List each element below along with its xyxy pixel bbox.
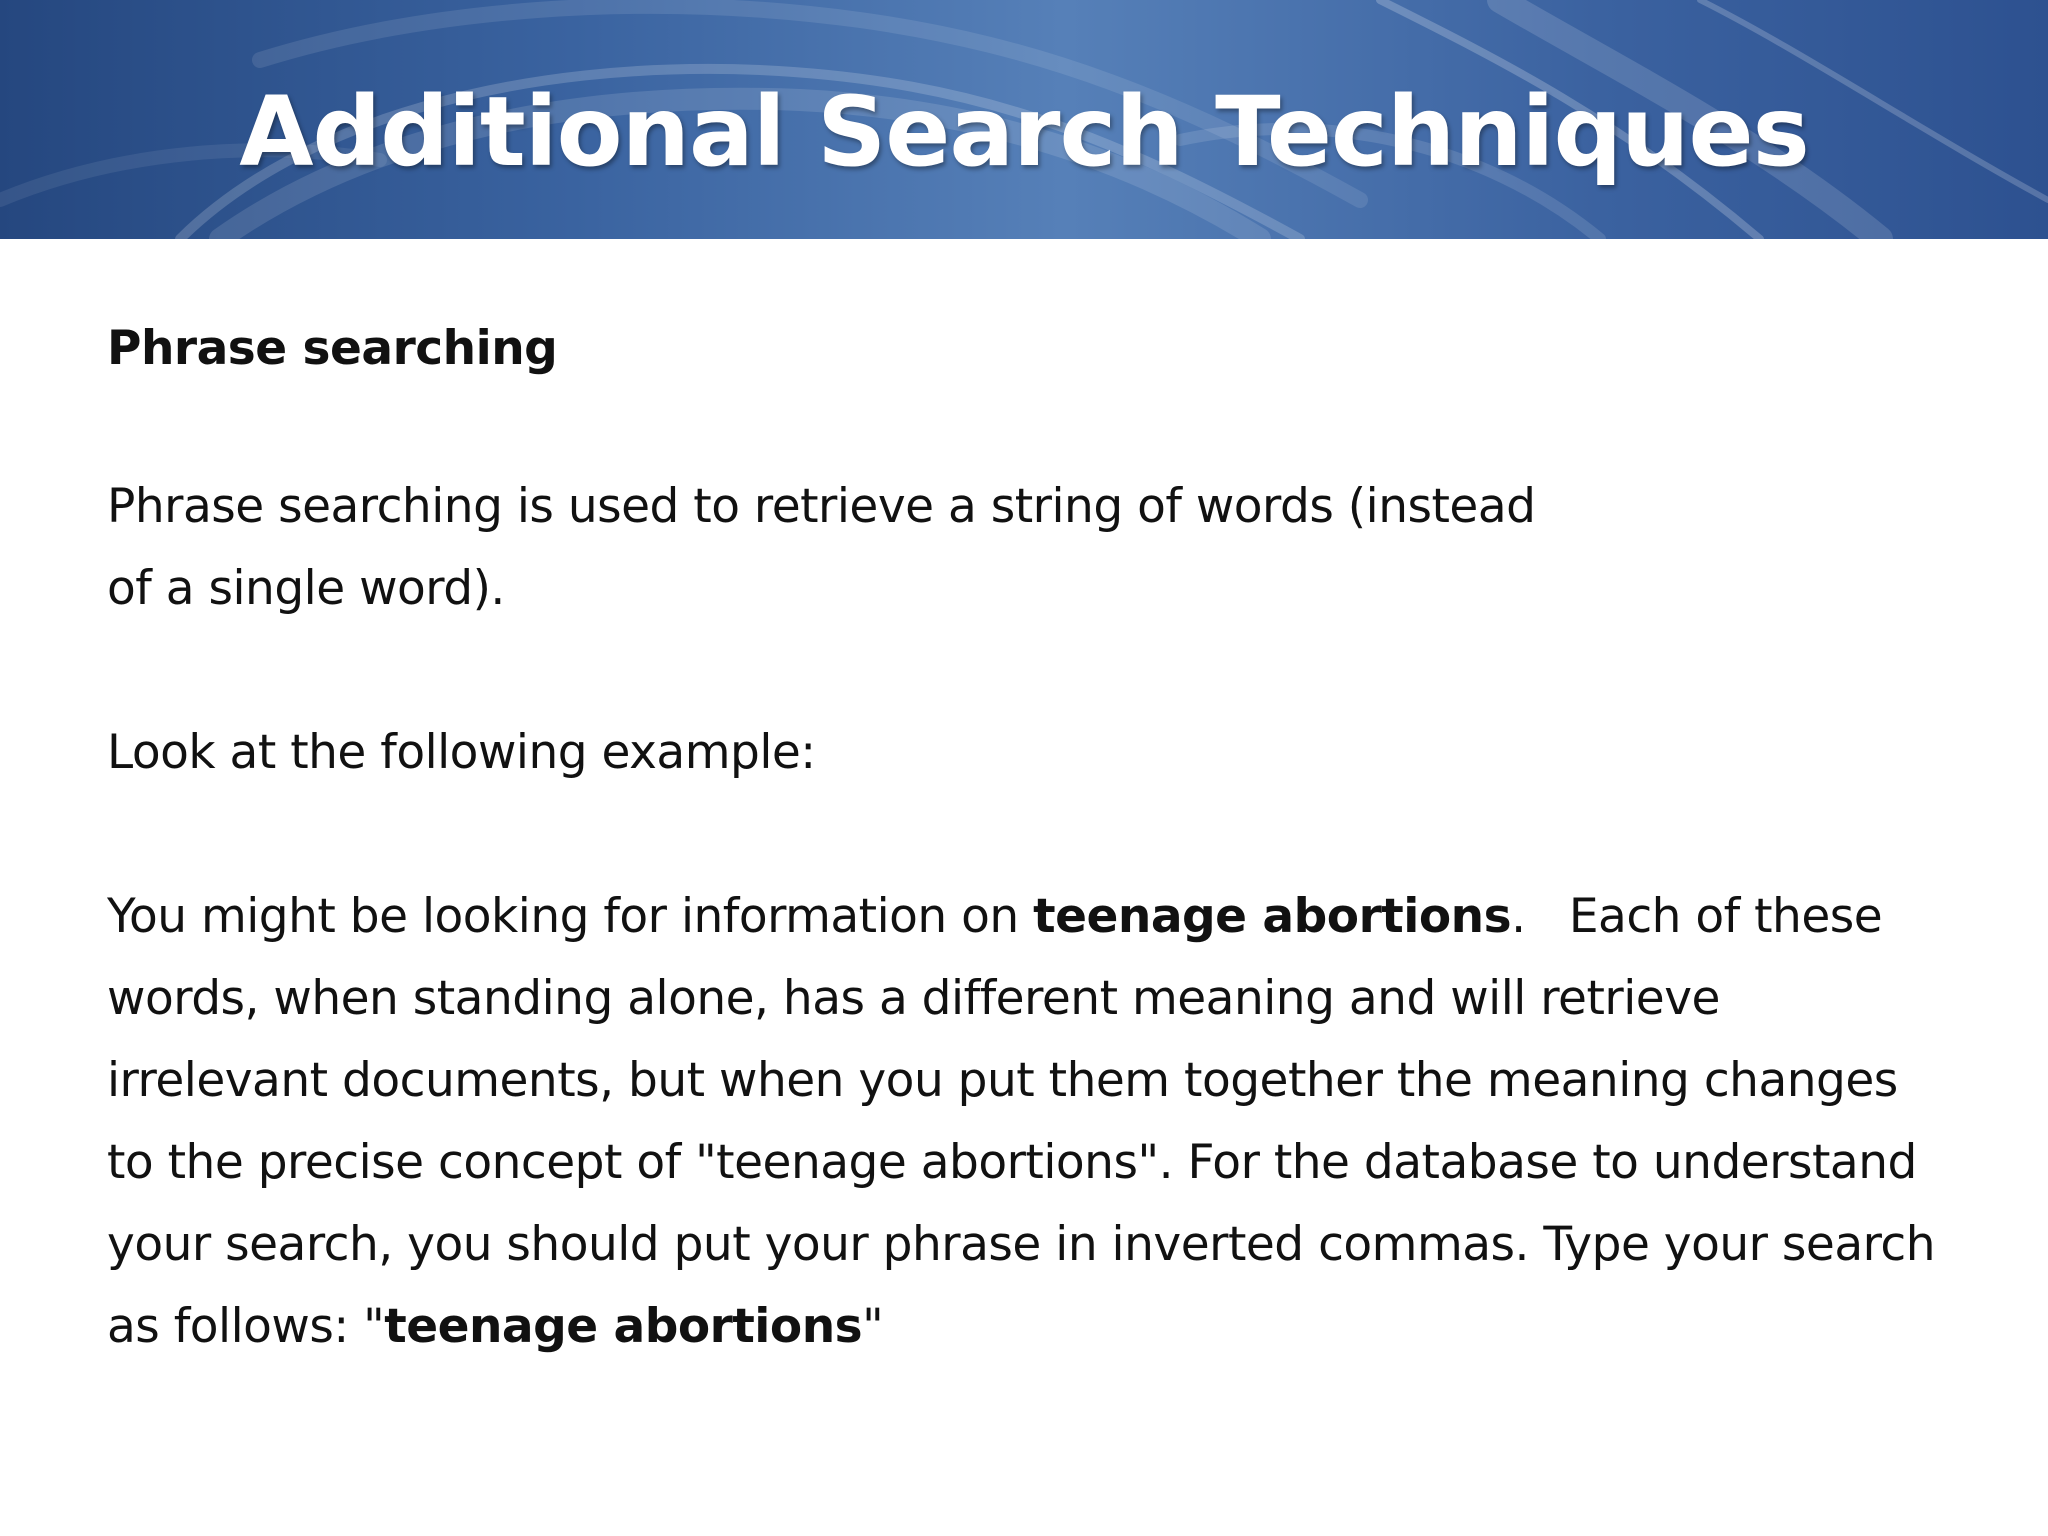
spacer [107, 794, 1987, 876]
text-segment: " [862, 1299, 884, 1354]
intro-line-1: Phrase searching is used to retrieve a string of words (instead [107, 479, 1536, 534]
spacer [107, 630, 1987, 712]
section-heading: Phrase searching [107, 321, 558, 376]
paragraph-line-4: to the precise concept of "teenage abortions". For the database to understand [107, 1135, 1917, 1190]
text-segment: You might be looking for information on [107, 889, 1034, 944]
slide-body [107, 308, 1987, 1368]
paragraph-line-6 [107, 1286, 1987, 1368]
example-intro: Look at the following example: [107, 725, 816, 780]
paragraph-line-1 [107, 876, 1987, 958]
paragraph-line-5: your search, you should put your phrase in inverted commas. Type your search [107, 1217, 1936, 1272]
paragraph-line-3: irrelevant documents, but when you put them together the meaning changes [107, 1053, 1898, 1108]
text-segment: as follows: " [107, 1299, 385, 1354]
intro-line-2: of a single word). [107, 561, 505, 616]
bold-term: teenage abortions [384, 1299, 863, 1354]
paragraph-line-2: words, when standing alone, has a different meaning and will retrieve [107, 971, 1720, 1026]
bold-term: teenage abortions [1033, 889, 1512, 944]
spacer [107, 390, 1987, 466]
slide-title: Additional Search Techniques [239, 76, 1809, 188]
text-segment: . Each of these [1511, 889, 1883, 944]
title-banner [0, 0, 2048, 239]
